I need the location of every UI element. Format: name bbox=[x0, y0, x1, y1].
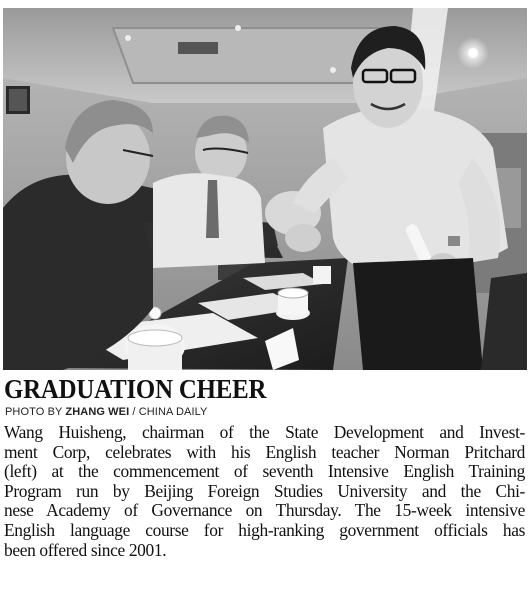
caption-line: Program run by Beijing Foreign Studies University and the Chi- bbox=[4, 481, 525, 501]
credit-prefix: PHOTO BY bbox=[5, 406, 66, 418]
caption-line: nese Academy of Governance on Thursday. The 15-week intensive bbox=[4, 501, 525, 521]
photographer-name: ZHANG WEI bbox=[65, 406, 130, 418]
right-man-trousers bbox=[353, 258, 483, 370]
caption-line: (left) at the commencement of seventh Intensive English Training bbox=[4, 462, 525, 482]
caption-line: been offered since 2001. bbox=[4, 540, 167, 560]
news-photo bbox=[3, 8, 527, 370]
credit-agency: CHINA DAILY bbox=[138, 406, 208, 418]
photo-caption bbox=[4, 423, 525, 560]
photo-credit bbox=[5, 406, 525, 419]
headline: GRADUATION CHEER bbox=[4, 374, 267, 404]
caption-line: Wang Huisheng, chairman of the State Development and Invest- bbox=[4, 423, 525, 442]
caption-line: English language course for high-ranking government officials has bbox=[4, 520, 525, 540]
credit-separator: / bbox=[129, 406, 139, 418]
caption-line: ment Corp, celebrates with his English teacher Norman Pritchard bbox=[4, 442, 525, 462]
